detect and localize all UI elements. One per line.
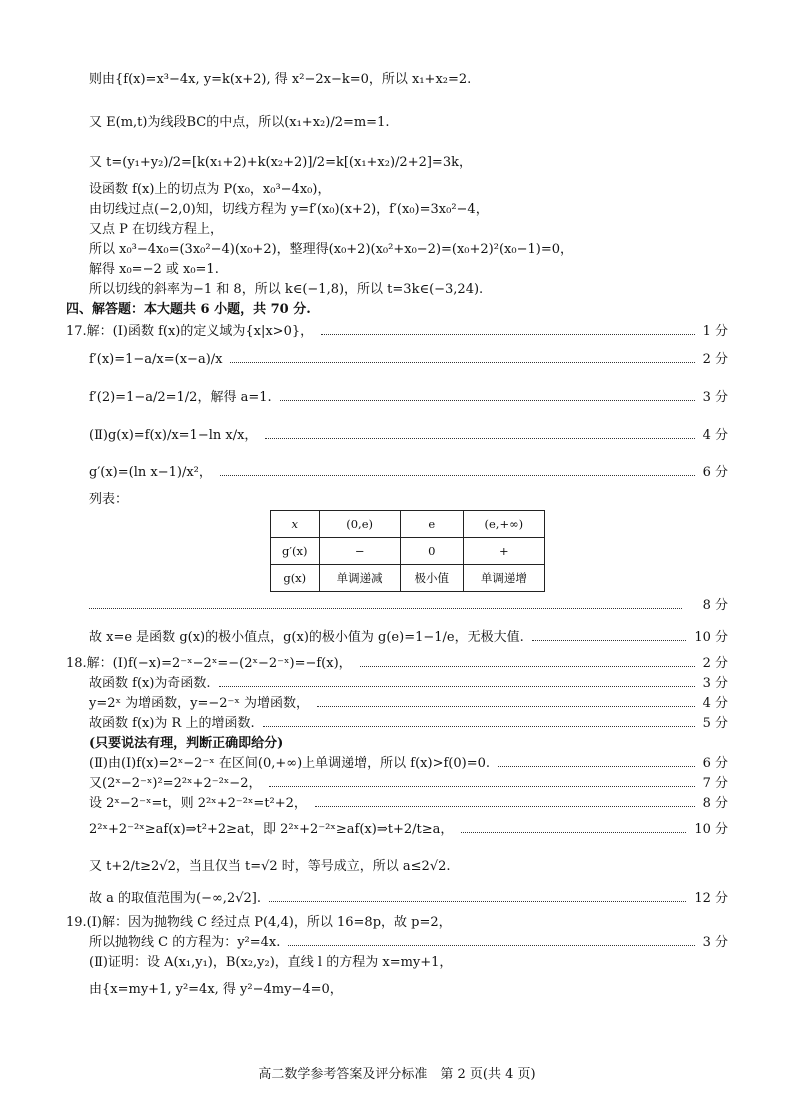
line-text: 设 2ˣ−2⁻ˣ=t，则 2²ˣ+2⁻²ˣ=t²+2， (89, 796, 307, 811)
scored-line (0, 820, 728, 840)
text-line (0, 734, 794, 754)
table-cell: g(x) (271, 565, 320, 592)
table-row (271, 538, 545, 565)
line-text: 所以切线的斜率为−1 和 8，所以 k∈(−1,8)，所以 t=3k∈(−3,24). (89, 282, 484, 297)
line-text: 又点 P 在切线方程上， (89, 222, 224, 237)
table-cell: 0 (400, 538, 463, 565)
dot-leader (315, 794, 695, 807)
text-line (0, 220, 794, 240)
dot-leader (288, 933, 694, 946)
line-text: f′(x)=1−a/x=(x−a)/x (89, 352, 223, 367)
dot-leader (321, 322, 694, 335)
line-text: (Ⅱ)g(x)=f(x)/x=1−ln x/x， (89, 428, 258, 443)
scored-line (0, 889, 728, 909)
table-row (271, 511, 545, 538)
score-mark: 7 分 (702, 776, 728, 791)
table-header-cell: (e,+∞) (463, 511, 544, 538)
table-cell: 单调递减 (319, 565, 400, 592)
text-line (0, 280, 794, 300)
scored-line (0, 426, 728, 446)
page-footer: 高二数学参考答案及评分标准 第 2 页(共 4 页) (258, 1067, 536, 1082)
score-mark: 4 分 (702, 428, 728, 443)
score-mark: 2 分 (702, 352, 728, 367)
dot-leader (317, 694, 695, 707)
line-text: 故函数 f(x)为 R 上的增函数. (89, 716, 255, 731)
text-line (0, 980, 794, 1000)
table-cell: − (319, 538, 400, 565)
score-mark: 5 分 (702, 716, 728, 731)
line-text: g′(x)=(ln x−1)/x²， (89, 465, 212, 480)
sign-table (270, 510, 545, 592)
line-text: f′(2)=1−a/2=1/2，解得 a=1. (89, 390, 272, 405)
table-cell: g′(x) (271, 538, 320, 565)
score-mark: 3 分 (702, 935, 728, 950)
dot-leader (265, 426, 694, 439)
scored-line (0, 350, 728, 370)
line-text: (Ⅱ)证明：设 A(x₁,y₁)，B(x₂,y₂)，直线 l 的方程为 x=my+1， (89, 955, 453, 970)
scored-line (0, 654, 728, 674)
text-line (0, 857, 794, 877)
line-text: 19.(Ⅰ)解：因为抛物线 C 经过点 P(4,4)，所以 16=8p，故 p=2， (66, 915, 452, 930)
text-line (0, 200, 794, 220)
text-line (0, 490, 794, 510)
score-mark: 12 分 (694, 891, 728, 906)
line-text: 由{x=my+1, y²=4x, 得 y²−4my−4=0， (89, 982, 343, 997)
line-text: 所以 x₀³−4x₀=(3x₀²−4)(x₀+2)，整理得(x₀+2)(x₀²+x₀−2)=(x₀+2)²(x₀−1)=0， (89, 242, 573, 257)
dot-leader (498, 754, 695, 767)
score-mark: 1 分 (702, 324, 728, 339)
scored-line (0, 754, 728, 774)
line-text: 则由{f(x)=x³−4x, y=k(x+2), 得 x²−2x−k=0，所以 x₁+x₂=2. (89, 72, 472, 87)
line-text: 设函数 f(x)上的切点为 P(x₀，x₀³−4x₀)， (89, 182, 331, 197)
table-row (271, 565, 545, 592)
line-text: (只要说法有理，判断正确即给分) (89, 736, 284, 751)
scored-line (0, 322, 728, 342)
text-line (0, 913, 794, 933)
line-text: 2²ˣ+2⁻²ˣ≥af(x)⇒t²+2≥at，即 2²ˣ+2⁻²ˣ≥af(x)⇒t+2/t≥a， (89, 822, 454, 837)
scored-line (0, 694, 728, 714)
score-mark: 4 分 (702, 696, 728, 711)
table-header-cell: e (400, 511, 463, 538)
line-text: 故 a 的取值范围为(−∞,2√2]. (89, 891, 261, 906)
text-line (0, 953, 794, 973)
line-text: 又 E(m,t)为线段BC的中点，所以(x₁+x₂)/2=m=1. (89, 115, 390, 130)
line-text: 故函数 f(x)为奇函数. (89, 676, 211, 691)
line-text: (Ⅱ)由(Ⅰ)f(x)=2ˣ−2⁻ˣ 在区间(0,+∞)上单调递增，所以 f(x)>f(0)=0. (89, 756, 490, 771)
line-text: 解得 x₀=−2 或 x₀=1. (89, 262, 219, 277)
table-cell: + (463, 538, 544, 565)
score-mark: 2 分 (702, 656, 728, 671)
dot-leader (360, 654, 695, 667)
dot-leader (263, 714, 695, 727)
dot-leader (280, 388, 695, 401)
line-text: 所以抛物线 C 的方程为：y²=4x. (89, 935, 281, 950)
table-cell: 单调递增 (463, 565, 544, 592)
dot-leader (230, 350, 694, 363)
dot-leader (269, 774, 694, 787)
line-text: 列表： (89, 492, 129, 507)
section-heading-text: 四、解答题：本大题共 6 小题，共 70 分. (66, 302, 311, 317)
line-text: 又(2ˣ−2⁻ˣ)²=2²ˣ+2⁻²ˣ−2， (89, 776, 262, 791)
scored-line (0, 463, 728, 483)
line-text: 又 t+2/t≥2√2，当且仅当 t=√2 时，等号成立，所以 a≤2√2. (89, 859, 451, 874)
dot-leader (269, 889, 686, 902)
line-text: y=2ˣ 为增函数，y=−2⁻ˣ 为增函数， (89, 696, 310, 711)
dot-leader (532, 628, 687, 641)
text-line (0, 260, 794, 280)
scored-line (0, 774, 728, 794)
line-text: 由切线过点(−2,0)知，切线方程为 y=f′(x₀)(x+2)，f′(x₀)=3x₀²−4， (89, 202, 489, 217)
score-mark: 6 分 (702, 756, 728, 771)
dot-leader (89, 596, 682, 609)
line-text: 又 t=(y₁+y₂)/2=[k(x₁+2)+k(x₂+2)]/2=k[(x₁+x₂)/2+2]=3k， (89, 155, 472, 170)
dot-leader (220, 463, 695, 476)
scored-line (0, 674, 728, 694)
scored-line (0, 388, 728, 408)
score-mark: 6 分 (702, 465, 728, 480)
text-line (0, 240, 794, 260)
line-text: 故 x=e 是函数 g(x)的极小值点，g(x)的极小值为 g(e)=1−1/e，无极大值. (89, 630, 524, 645)
table-header-cell: (0,e) (319, 511, 400, 538)
score-mark: 8 分 (702, 598, 728, 613)
scored-line (0, 933, 728, 953)
scored-line (0, 596, 728, 616)
text-line (0, 180, 794, 200)
score-mark: 10 分 (694, 822, 728, 837)
text-line (0, 113, 794, 133)
text-line (0, 153, 794, 173)
scored-line (0, 714, 728, 734)
score-mark: 3 分 (702, 390, 728, 405)
table-cell: 极小值 (400, 565, 463, 592)
dot-leader (461, 820, 686, 833)
line-text: 17.解：(Ⅰ)函数 f(x)的定义域为{x|x>0}， (66, 324, 314, 339)
section-heading (0, 300, 794, 320)
score-mark: 8 分 (702, 796, 728, 811)
text-line (0, 70, 794, 90)
scored-line (0, 628, 728, 648)
dot-leader (219, 674, 695, 687)
score-mark: 10 分 (694, 630, 728, 645)
scored-line (0, 794, 728, 814)
line-text: 18.解：(Ⅰ)f(−x)=2⁻ˣ−2ˣ=−(2ˣ−2⁻ˣ)=−f(x)， (66, 656, 352, 671)
score-mark: 3 分 (702, 676, 728, 691)
table-header-cell: x (271, 511, 320, 538)
